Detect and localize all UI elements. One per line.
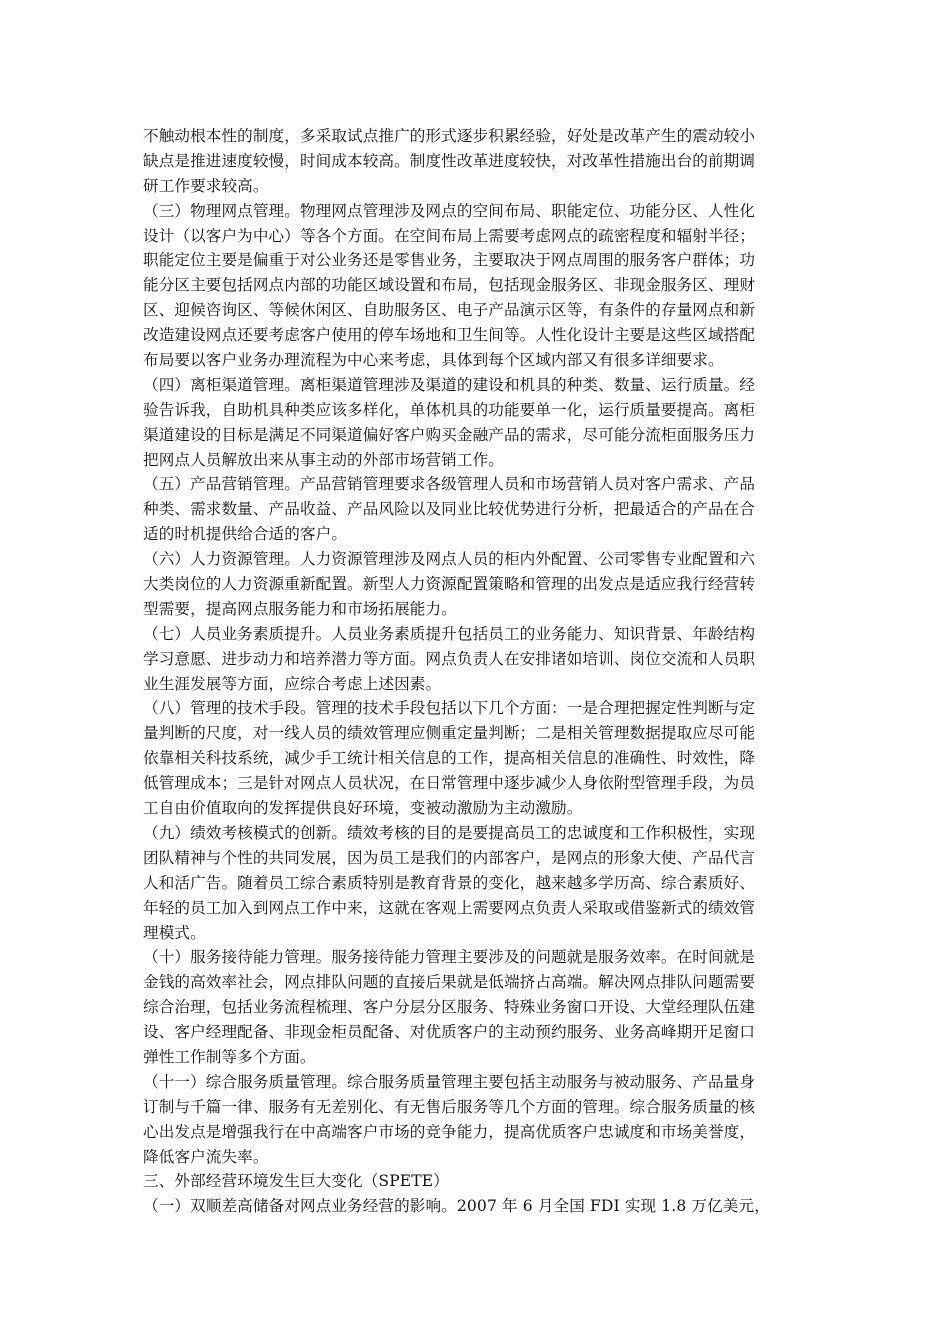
text-line: 种类、需求数量、产品收益、产品风险以及同业比较优势进行分析，把最适合的产品在合 [143, 500, 756, 519]
text-line: 适的时机提供给合适的客户。 [143, 525, 348, 544]
text-line: 量判断的尺度，对一线人员的绩效管理应侧重定量判断；二是相关管理数据提取应尽可能 [143, 724, 756, 743]
text-line: 缺点是推进速度较慢，时间成本较高。制度性改革进度较快，对改革性措施出台的前期调 [143, 151, 756, 170]
text-line: 低管理成本；三是针对网点人员状况，在日常管理中逐步减少人身依附型管理手段，为员 [143, 774, 756, 793]
text-line: 设、客户经理配备、非现金柜员配备、对优质客户的主动预约服务、业务高峰期开足窗口 [143, 1023, 756, 1042]
text-line: 不触动根本性的制度，多采取试点推广的形式逐步积累经验，好处是改革产生的震动较小 [143, 127, 756, 145]
text-line: 订制与千篇一律、服务有无差别化、有无售后服务等几个方面的管理。综合服务质量的核 [143, 1097, 756, 1116]
text-line: （四）离柜渠道管理。离柜渠道管理涉及渠道的建设和机具的种类、数量、运行质量。经 [143, 375, 756, 394]
text-line: 布局要以客户业务办理流程为中心来考虑，具体到每个区域内部又有很多详细要求。 [143, 351, 724, 370]
text-line: （十）服务接待能力管理。服务接待能力管理主要涉及的问题就是服务效率。在时间就是 [143, 948, 756, 967]
text-line: 能分区主要包括网点内部的功能区域设置和布局，包括现金服务区、非现金服务区、理财 [143, 276, 756, 295]
text-line: 把网点人员解放出来从事主动的外部市场营销工作。 [143, 450, 504, 469]
body-text [143, 124, 811, 1219]
text-line: （九）绩效考核模式的创新。绩效考核的目的是要提高员工的忠诚度和工作积极性，实现 [143, 823, 756, 842]
text-line: （三）物理网点管理。物理网点管理涉及网点的空间布局、职能定位、功能分区、人性化 [143, 201, 756, 220]
text-line: 依靠相关科技系统，减少手工统计相关信息的工作，提高相关信息的准确性、时效性，降 [143, 749, 756, 768]
text-line: 职能定位主要是偏重于对公业务还是零售业务，主要取决于网点周围的服务客户群体；功 [143, 251, 756, 270]
text-line: （八）管理的技术手段。管理的技术手段包括以下几个方面：一是合理把握定性判断与定 [143, 699, 756, 718]
text-line: 团队精神与个性的共同发展，因为员工是我们的内部客户，是网点的形象大使、产品代言 [143, 848, 756, 867]
text-line: 心出发点是增强我行在中高端客户市场的竞争能力，提高优质客户忠诚度和市场美誉度， [143, 1122, 756, 1141]
text-line: 研工作要求较高。 [143, 176, 269, 195]
text-line: 业生涯发展等方面，应综合考虑上述因素。 [143, 674, 442, 693]
text-line: 人和活广告。随着员工综合素质特别是教育背景的变化，越来越多学历高、综合素质好、 [143, 873, 756, 892]
text-line: 弹性工作制等多个方面。 [143, 1047, 316, 1066]
text-line: 年轻的员工加入到网点工作中来，这就在客观上需要网点负责人采取或借鉴新式的绩效管 [143, 898, 756, 917]
text-line: 区、迎候咨询区、等候休闲区、自助服务区、电子产品演示区等，有条件的存量网点和新 [143, 301, 756, 320]
text-line: 工自由价值取向的发挥提供良好环境，变被动激励为主动激励。 [143, 799, 583, 818]
text-line: 型需要，提高网点服务能力和市场拓展能力。 [143, 599, 457, 618]
text-line: 验告诉我，自助机具种类应该多样化，单体机具的功能要单一化，运行质量要提高。离柜 [143, 400, 756, 419]
text-line: 综合治理，包括业务流程梳理、客户分层分区服务、特殊业务窗口开设、大堂经理队伍建 [143, 998, 756, 1017]
text-line: （五）产品营销管理。产品营销管理要求各级管理人员和市场营销人员对客户需求、产品 [143, 475, 756, 494]
text-line: 三、外部经营环境发生巨大变化（SPETE） [143, 1172, 449, 1191]
text-line: 降低客户流失率。 [143, 1147, 269, 1166]
text-line: 改造建设网点还要考虑客户使用的停车场地和卫生间等。人性化设计主要是这些区域搭配 [143, 326, 756, 345]
text-line: 金钱的高效率社会，网点排队问题的直接后果就是低端挤占高端。解决网点排队问题需要 [143, 973, 756, 992]
text-line: （七）人员业务素质提升。人员业务素质提升包括员工的业务能力、知识背景、年龄结构 [143, 624, 756, 643]
text-line: （十一）综合服务质量管理。综合服务质量管理主要包括主动服务与被动服务、产品量身 [143, 1072, 756, 1091]
text-line: （六）人力资源管理。人力资源管理涉及网点人员的柜内外配置、公司零售专业配置和六 [143, 550, 756, 569]
text-line: 理模式。 [143, 923, 206, 942]
text-line: 渠道建设的目标是满足不同渠道偏好客户购买金融产品的需求，尽可能分流柜面服务压力 [143, 425, 756, 444]
text-line: （一）双顺差高储备对网点业务经营的影响。2007 年 6 月全国 FDI 实现 1.8 万亿美元， [143, 1197, 770, 1216]
text-line: 设计（以客户为中心）等各个方面。在空间布局上需要考虑网点的疏密程度和辐射半径； [143, 226, 756, 245]
text-line: 大类岗位的人力资源重新配置。新型人力资源配置策略和管理的出发点是适应我行经营转 [143, 575, 756, 594]
text-line: 学习意愿、进步动力和培养潜力等方面。网点负责人在安排诸如培训、岗位交流和人员职 [143, 649, 756, 668]
